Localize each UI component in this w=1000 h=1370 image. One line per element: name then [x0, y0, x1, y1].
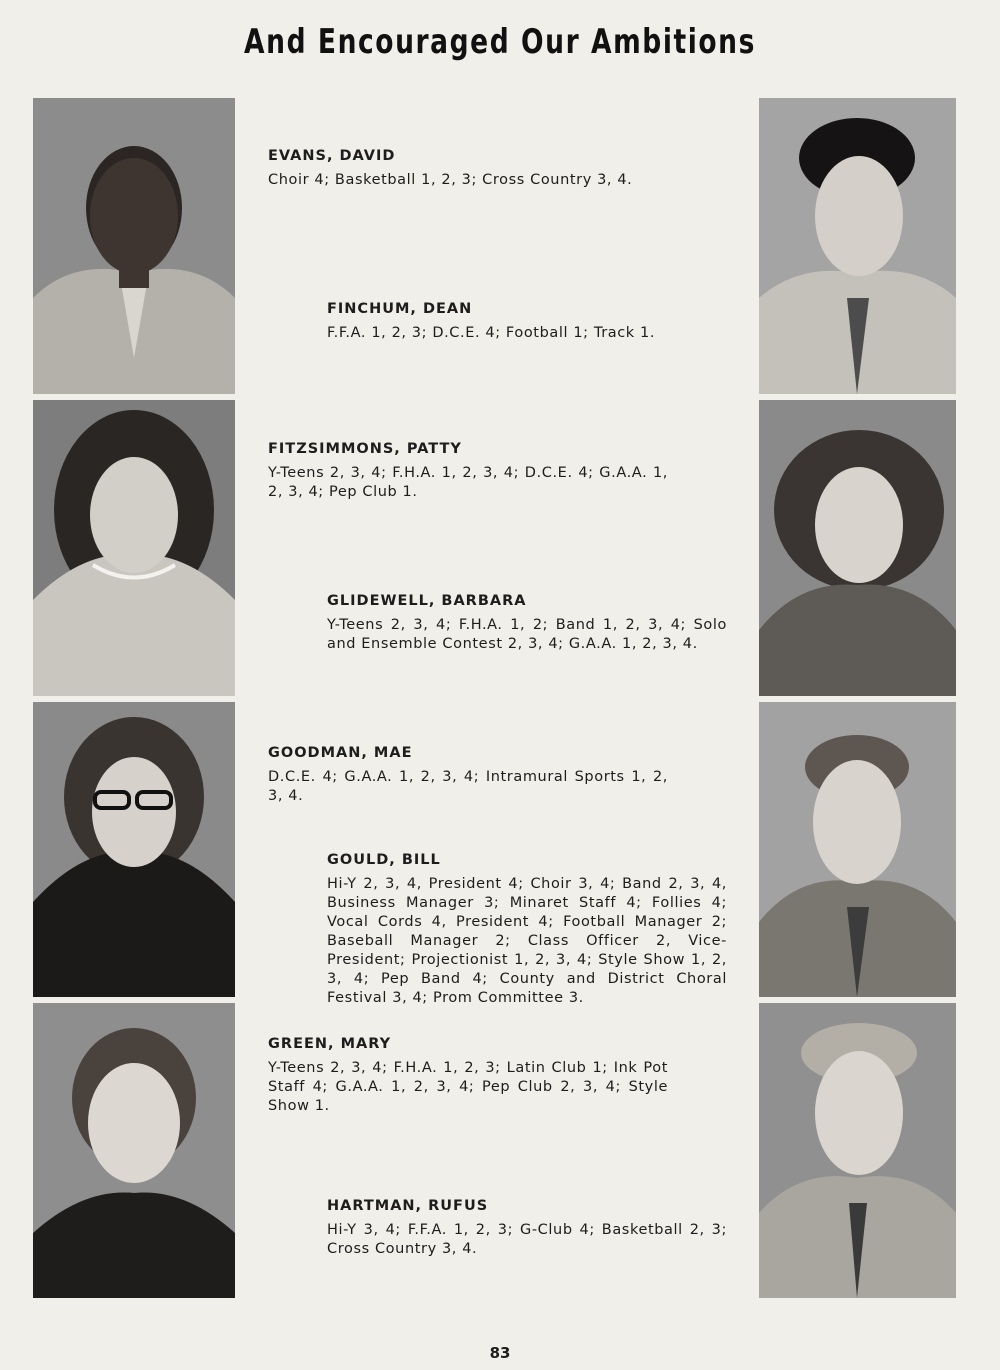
student-name: HARTMAN, RUFUS	[327, 1198, 489, 1214]
page-title: And Encouraged Our Ambitions	[244, 22, 756, 62]
portrait-finchum-dean	[759, 98, 956, 394]
student-entry	[268, 440, 668, 502]
student-entry	[327, 1197, 727, 1259]
portrait-fitzsimmons-patty	[33, 400, 235, 696]
portrait-goodman-mae	[33, 702, 235, 997]
portrait-glidewell-barbara	[759, 400, 956, 696]
student-activities: Y-Teens 2, 3, 4; F.H.A. 1, 2, 3, 4; D.C.E. 4; G.A.A. 1, 2, 3, 4; Pep Club 1.	[268, 465, 668, 500]
portrait-hartman-rufus	[759, 1003, 956, 1298]
student-activities: Choir 4; Basketball 1, 2, 3; Cross Country 3, 4.	[268, 172, 633, 188]
student-name: EVANS, DAVID	[268, 148, 396, 164]
student-name: GOODMAN, MAE	[268, 745, 413, 761]
portrait-gould-bill	[759, 702, 956, 997]
portrait-evans-david	[33, 98, 235, 394]
student-name: GREEN, MARY	[268, 1036, 392, 1052]
student-entry	[327, 851, 727, 1008]
student-name: GOULD, BILL	[327, 852, 441, 868]
student-activities: F.F.A. 1, 2, 3; D.C.E. 4; Football 1; Track 1.	[327, 325, 656, 341]
student-entry	[268, 147, 668, 190]
student-activities: Y-Teens 2, 3, 4; F.H.A. 1, 2; Band 1, 2, 3, 4; Solo and Ensemble Contest 2, 3, 4; G.A.A. 1, 2, 3, 4.	[327, 617, 727, 652]
page-number: 83	[489, 1344, 511, 1362]
portrait-green-mary	[33, 1003, 235, 1298]
student-entry	[268, 1035, 668, 1116]
student-activities: D.C.E. 4; G.A.A. 1, 2, 3, 4; Intramural Sports 1, 2, 3, 4.	[268, 769, 668, 804]
student-name: GLIDEWELL, BARBARA	[327, 593, 527, 609]
student-activities: Y-Teens 2, 3, 4; F.H.A. 1, 2, 3; Latin Club 1; Ink Pot Staff 4; G.A.A. 1, 2, 3, 4; Pep Club 2, 3, 4; Style Show 1.	[268, 1060, 668, 1114]
student-entry	[268, 744, 668, 806]
student-activities: Hi-Y 2, 3, 4, President 4; Choir 3, 4; Band 2, 3, 4, Business Manager 3; Minaret Staff 4; Follies 4; Vocal Cords 4, President 4; Football Manager 2; Baseball Manager 2; Class Officer 2, Vice-President; Projectionist 1, 2, 3, 4; Style Show 1, 2, 3, 4; Pep Band 4; County and District Choral Festival 3, 4; Prom Committee 3.	[327, 876, 727, 1006]
student-name: FITZSIMMONS, PATTY	[268, 441, 462, 457]
student-entry	[327, 592, 727, 654]
student-activities: Hi-Y 3, 4; F.F.A. 1, 2, 3; G-Club 4; Basketball 2, 3; Cross Country 3, 4.	[327, 1222, 727, 1257]
student-name: FINCHUM, DEAN	[327, 301, 473, 317]
student-entry	[327, 300, 727, 343]
